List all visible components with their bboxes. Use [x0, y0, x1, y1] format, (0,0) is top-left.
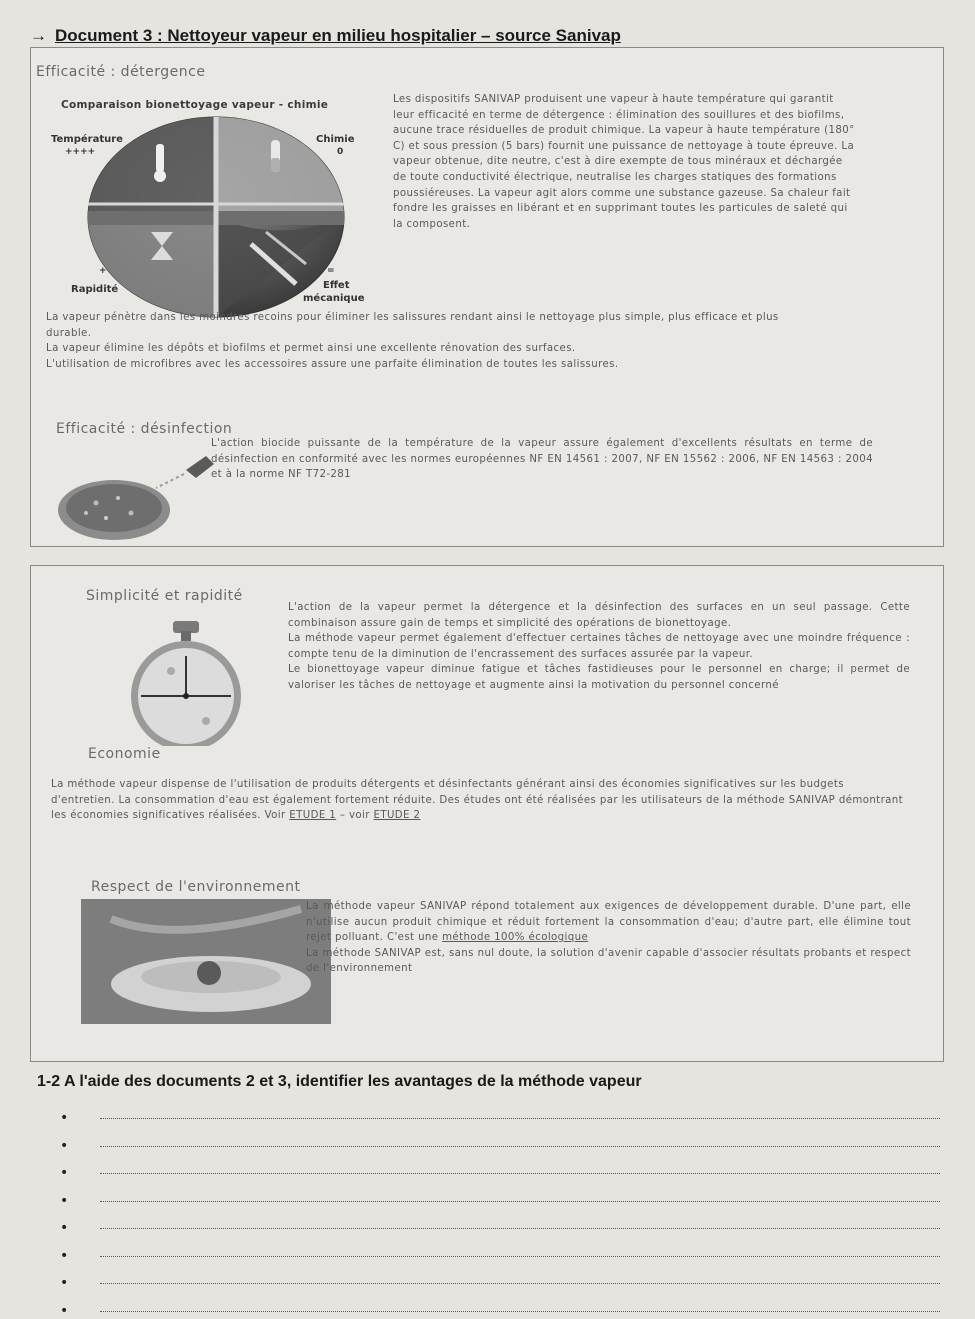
etude-1-link[interactable]: ETUDE 1: [289, 810, 337, 822]
bullet-icon: •: [60, 1137, 69, 1154]
label-chimie-score: 0: [337, 147, 344, 157]
answer-lines: [60, 1098, 940, 1318]
dotted-rule: [100, 1311, 940, 1312]
detergence-paragraph-full: [46, 310, 826, 372]
bullet-icon: •: [60, 1275, 69, 1291]
comparison-chart-title: Comparaison bionettoyage vapeur - chimie: [61, 99, 329, 111]
dotted-rule: [100, 1201, 940, 1202]
answer-line[interactable]: [60, 1291, 940, 1319]
question-text: 1-2 A l'aide des documents 2 et 3, identifier les avantages de la méthode vapeur: [37, 1073, 642, 1090]
simplicite-line-2: La méthode vapeur permet également d'effectuer certaines tâches de nettoyage avec une moindre fréquence : compte tenu de la diminution de l'encrassement des surfaces assurée par la vapeur.: [288, 633, 910, 660]
label-mecanique: mécanique: [303, 293, 365, 304]
label-temperature-score: ++++: [65, 147, 96, 157]
detergence-line-1: La vapeur pénètre dans les moindres recoins pour éliminer les salissures rendant ainsi le nettoyage plus simple, plus efficace et plus durable.: [46, 312, 779, 339]
answer-line[interactable]: [60, 1098, 940, 1126]
simplicite-line-3: Le bionettoyage vapeur diminue fatigue et tâches fastidieuses pour le personnel en charge; il permet de valoriser les tâches de nettoyage et augmente ainsi la motivation du personnel concerné: [288, 664, 910, 691]
document-title: [30, 26, 621, 46]
economie-sep: – voir: [339, 810, 370, 822]
heading-simplicite: Simplicité et rapidité: [86, 588, 243, 604]
detergence-line-3: L'utilisation de microfibres avec les accessoires assure une parfaite élimination de toutes les salissures.: [46, 358, 619, 370]
heading-desinfection: Efficacité : désinfection: [56, 421, 233, 437]
bullet-icon: •: [60, 1220, 69, 1236]
label-temperature: Température: [51, 134, 123, 145]
label-effet-score: =: [327, 266, 335, 276]
label-effet: Effet: [323, 280, 350, 291]
label-rapidite: Rapidité: [71, 284, 119, 295]
economie-text: La méthode vapeur dispense de l'utilisation de produits détergents et désinfectants générant ainsi des économies significatives sur les budgets d'entretien. La consommation d'eau est également fortement réduite. Des études ont été réalisées par les utilisateurs de la méthode SANIVAP démontrant les économies significatives réalisées. Voir: [51, 779, 904, 822]
advantages-box: [30, 565, 944, 1062]
petri-dish-image: [56, 448, 231, 540]
bullet-icon: •: [60, 1302, 69, 1319]
answer-line[interactable]: [60, 1126, 940, 1154]
ecologique-link[interactable]: méthode 100% écologique: [442, 932, 589, 944]
dotted-rule: [100, 1146, 940, 1147]
answer-line[interactable]: [60, 1236, 940, 1264]
answer-line[interactable]: [60, 1181, 940, 1209]
heading-environnement: Respect de l'environnement: [91, 879, 301, 895]
simplicite-line-1: L'action de la vapeur permet la détergence et la désinfection des surfaces en un seul passage. Cette combinaison assure gain de temps et simplicité des opérations de bionettoyage.: [288, 602, 910, 629]
document-title-text: Document 3 : Nettoyeur vapeur en milieu hospitalier – source Sanivap: [55, 26, 621, 45]
dotted-rule: [100, 1283, 940, 1284]
dotted-rule: [100, 1256, 940, 1257]
bullet-icon: •: [60, 1192, 69, 1209]
answer-line[interactable]: [60, 1208, 940, 1236]
answer-line[interactable]: [60, 1263, 940, 1291]
label-chimie: Chimie: [316, 134, 355, 145]
economie-paragraph: [51, 777, 911, 824]
simplicite-paragraph: [288, 600, 910, 694]
dotted-rule: [100, 1228, 940, 1229]
detergence-paragraph: Les dispositifs SANIVAP produisent une vapeur à haute température qui garantit leur efficacité en terme de détergence : élimination des souillures et des biofilms, aucune trace résiduelles de produit chimique. La vapeur à haute température (180° C) et sous pression (5 bars) fournit une puissance de nettoyage à toute épreuve. La vapeur obtenue, dite neutre, c'est à dire exempte de tous minéraux et déchargée de toute conductivité électrique, neutralise les charges statiques des formations poussiéreuses. La vapeur agit alors comme une substance gazeuse. Sa chaleur fait fondre les graisses en libérant et en supprimant toutes les particules de saleté qui la composent.: [393, 94, 855, 230]
arrow-icon: →: [30, 26, 47, 45]
heading-economie: Economie: [88, 746, 161, 762]
stopwatch-image: [111, 616, 261, 746]
bullet-icon: •: [60, 1247, 69, 1264]
hands-image: [81, 899, 331, 1024]
environnement-text-b: La méthode SANIVAP est, sans nul doute, la solution d'avenir capable d'associer résultats probants et respect de l'environnement: [306, 947, 911, 975]
detergence-line-2: La vapeur élimine les dépôts et biofilms et permet ainsi une excellente rénovation des surfaces.: [46, 343, 576, 355]
heading-detergence: Efficacité : détergence: [36, 64, 206, 80]
environnement-text-a: La méthode vapeur SANIVAP répond totalement aux exigences de développement durable. D'une part, elle n'utilise aucun produit chimique et réduit fortement la consommation d'eau; d'autre part, elle élimine tout rejet polluant. C'est une: [306, 901, 911, 944]
answer-line[interactable]: [60, 1153, 940, 1181]
efficacy-box: [30, 47, 944, 547]
label-rapidite-score: +: [99, 266, 107, 276]
desinfection-paragraph: L'action biocide puissante de la température de la vapeur assure également d'excellents résultats en terme de désinfection en conformité avec les normes européennes NF EN 14561 : 2007, NF EN 15562 : 2006, NF EN 14563 : 2004 et à la norme NF T72-281: [211, 438, 873, 481]
environnement-paragraph: [306, 899, 911, 977]
dotted-rule: [100, 1118, 940, 1119]
bullet-icon: •: [60, 1165, 69, 1181]
bullet-icon: •: [60, 1110, 69, 1126]
etude-2-link[interactable]: ETUDE 2: [373, 810, 421, 822]
dotted-rule: [100, 1173, 940, 1174]
